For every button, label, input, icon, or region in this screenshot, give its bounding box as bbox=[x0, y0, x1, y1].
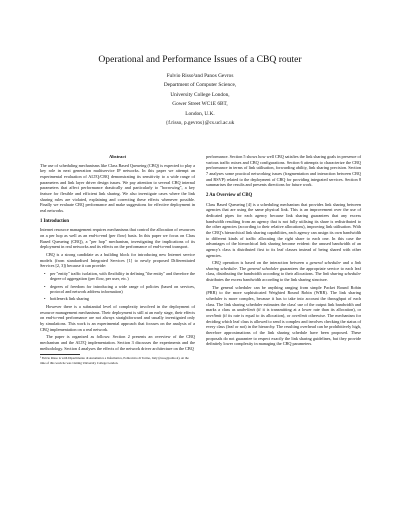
term-link-sharing-scheduler: link sharing scheduler bbox=[206, 260, 361, 271]
text-run: CBQ operation is based on the interaction between a bbox=[212, 260, 310, 266]
author-names: Fulvio Risso¹and Panos Gevros bbox=[166, 73, 234, 79]
affiliation-line: Department of Computer Science, bbox=[163, 82, 237, 89]
intro-paragraph: CBQ is a strong candidate as a building block for introducing new Internet service models (from standardised Integrated Services [1] to newly proposed Differentiated Services [2, 3]) because it can provide: bbox=[40, 251, 195, 269]
author-block bbox=[0, 72, 400, 128]
section-2-paragraph bbox=[206, 285, 361, 347]
intro-paragraph: However there is a substantial level of complexity involved in the deployment of resource management mechanisms. Their deployment is still at an early stage, their effects on end-to-end performance are not always straightforward and usually investigated only by simulations. This work is an experimental approach that focuses on the analysis of a CBQ implementation on a real network. bbox=[40, 304, 195, 332]
section-2-heading: 2 An Overview of CBQ bbox=[206, 192, 253, 198]
text-run: otherwise. The mechanism for deciding which leaf class is allowed to send is complex and involves checking the status of every class (leaf or not) in the hierarchy. The resulting overhead can be prohibitively high, therefore approximations of the link sharing schedule have been proposed. These proposals do not guarantee to respect exactly the link sharing guidelines, but they provide definitely lower complexity in managing the CBQ parameters. bbox=[206, 313, 361, 347]
term-general-scheduler: general scheduler bbox=[247, 265, 279, 271]
term-underlimit: underlimit bbox=[237, 307, 255, 313]
intro-continuation: performance. Section 5 shows how well CBQ satisfies the link sharing goals in presence of various traffic mixes and CBQ configurations. Section 6 attempts to characterize the CBQ performance in terms of link utilisation, forwarding ability, link sharing precision. Section 7 analyses some practical networking issues (fragmentation and interaction between CBQ and RSVP) related to the deployment of CBQ for providing integrated services. Section 8 summarises the results and presents directions for future work. bbox=[206, 154, 361, 188]
list-item: • bottleneck link sharing bbox=[50, 296, 195, 302]
affiliation-line: University College London, bbox=[170, 91, 230, 98]
text-run: guarantees the appropriate service to each leaf class, distributing the bandwidth according to their allocations. The bbox=[206, 265, 361, 277]
text-run: (if its rate is equal to its allocation), or bbox=[221, 313, 292, 319]
list-item: • per "entity" traffic isolation, with flexibility in defining "the entity" and therefore the degree of aggregation (per flow, per user, etc.) bbox=[50, 271, 195, 282]
term-overlimit: overlimit bbox=[206, 313, 222, 319]
intro-paragraph: Internet resource management requires mechanisms that control the allocation of resources on a per hop as well as an end-to-end (per flow) basis. In this paper we focus on Class Based Queueing (CBQ), a "per hop" mechanism, investigating the implications of its deployment in real networks and its effects on the performance of end-to-end transport. bbox=[40, 227, 195, 250]
right-column bbox=[206, 154, 361, 349]
section-2-paragraph bbox=[206, 260, 361, 283]
text-run: The general scheduler can be anything ranging from simple Packet Round Robin (PRR) to the more sophisticated Weighted Round Robin (WRR). The link sharing scheduler is more complex, because it has to take into account the throughput of each class. The link sharing scheduler estimates the class' use of the output link bandwidth and marks a class as bbox=[206, 284, 361, 313]
left-column bbox=[40, 154, 195, 365]
abstract-heading: Abstract bbox=[108, 154, 127, 159]
author-emails: {f.risso, p.gevros}@cs.ucl.ac.uk bbox=[165, 120, 235, 127]
list-item: • degrees of freedom for introducing a wide range of policies (based on services, protocol and network address information) bbox=[50, 284, 195, 295]
term-link-sharing-scheduler: link sharing scheduler bbox=[322, 271, 361, 277]
term-overlimit: overlimit bbox=[291, 313, 308, 319]
text-run: . The bbox=[236, 265, 248, 271]
affiliation-line: London, U.K. bbox=[185, 110, 215, 117]
affiliation-line: Gower Street WC1E 6BT, bbox=[172, 101, 228, 108]
footnote: ¹ Fulvio Risso is with Dipartimento di Automatica e Informatica, Politecnico di Torino, Italy (risso@polito.it). At the time of this work he was visiting University College London. bbox=[40, 356, 189, 365]
term-general-scheduler: general scheduler bbox=[309, 260, 342, 266]
intro-paragraph: The paper is organised as follows: Section 2 presents an overview of the CBQ mechanism and the ALTQ implementation. Section 3 discusses the experiments and the methodology. Section 4 analyses the effects of the network driver architecture on the CBQ bbox=[40, 334, 195, 351]
text-run: (if it is transmitting at a lower rate than its allocation), or bbox=[254, 307, 362, 313]
text-run: distributes the excess bandwidth according to the link sharing structure. bbox=[206, 277, 328, 283]
paper-title: Operational and Performance Issues of a CBQ router bbox=[98, 54, 302, 65]
footnote-rule bbox=[40, 354, 80, 355]
section-2-paragraph: Class Based Queueing [4] is a scheduling mechanism that provides link sharing between agencies that are using the same physical link. This is an improvement over the use of dedicated pipes for each agency because link sharing guarantees that any excess bandwidth resulting from an agency that is not fully utilising its share is redistributed to the other agencies (according to their relative allocations), improving link utilisation. With the CBQ's hierarchical link sharing capabilities, each agency can assign its own bandwidth to different kinds of traffic allocating the right share to each one. In this case the advantages of the hierarchical link sharing become evident: the unused bandwidth of an agency's class is distributed first to its leaf classes instead of being shared with other agencies. bbox=[206, 201, 361, 258]
section-1-heading: 1 Introduction bbox=[40, 218, 69, 224]
text-run: and a bbox=[341, 260, 355, 266]
capabilities-list bbox=[40, 271, 195, 302]
abstract-text: The use of scheduling mechanisms like Class Based Queueing (CBQ) is expected to play a key role in next generation multiservice IP networks. In this paper we attempt an experimental evaluation of ALTQ/CBQ demonstrating its sensitivity to a wide range of parameters and link layer driver design issues. We pay attention to several CBQ internal parameters that affect performance drastically and particularly to "borrowing", a key feature for flexible and efficient link sharing. We also investigate cases where the link sharing rules are violated, explaining and correcting these effects whenever possible. Finally we evaluate CBQ performance and make suggestions for effective deployment in real networks. bbox=[40, 162, 195, 213]
